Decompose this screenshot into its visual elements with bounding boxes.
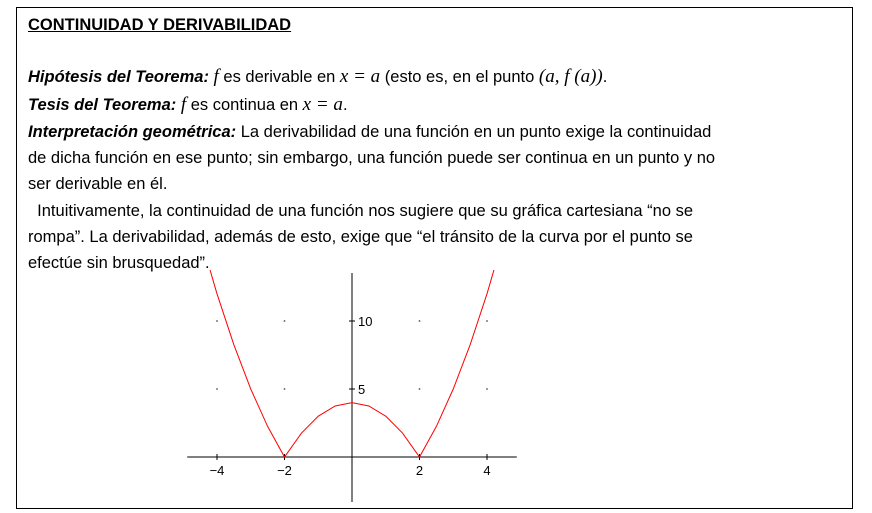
hypothesis-end: . <box>602 68 608 86</box>
hypothesis-text1: es derivable en <box>223 68 336 86</box>
grid-dot <box>284 388 286 390</box>
hypothesis-f: f <box>213 66 219 87</box>
interpretation-line-3: ser derivable en él. <box>28 175 168 193</box>
function-graph <box>180 270 532 505</box>
interpretation-label: Interpretación geométrica: <box>28 123 237 141</box>
interpretation-line-2: de dicha función en ese punto; sin embargo, una función puede ser continua en un punto y no <box>28 149 716 167</box>
paragraph-line-2: rompa”. La derivabilidad, además de esto, exige que “el tránsito de la curva por el punto se <box>28 228 693 246</box>
grid-dot <box>486 388 488 390</box>
hypothesis-line <box>28 66 607 88</box>
x-tick-label: 2 <box>415 463 424 478</box>
thesis-text1: es continua en <box>190 96 299 114</box>
grid-dot <box>216 388 218 390</box>
grid-dot <box>284 320 286 322</box>
y-tick-label: 5 <box>358 382 366 397</box>
thesis-f: f <box>180 94 187 115</box>
grid-dot <box>419 320 421 322</box>
x-tick-label: −2 <box>277 463 292 478</box>
page-title: CONTINUIDAD Y DERIVABILIDAD <box>28 16 292 34</box>
x-tick-label: −4 <box>209 463 225 478</box>
thesis-end: . <box>342 96 348 114</box>
interpretation-text-1: La derivabilidad de una función en un punto exige la continuidad <box>240 123 712 141</box>
grid-dot <box>216 320 218 322</box>
x-tick-label: 4 <box>483 463 491 478</box>
thesis-math1: x = a <box>302 94 343 115</box>
interpretation-line-1 <box>28 121 711 143</box>
thesis-line <box>28 94 348 116</box>
y-tick-label: 10 <box>358 314 373 329</box>
grid-dot <box>486 320 488 322</box>
thesis-label: Tesis del Teorema: <box>28 96 177 114</box>
paragraph-line-3: efectúe sin brusquedad”. <box>28 254 210 272</box>
hypothesis-text2: (esto es, en el punto <box>384 68 535 86</box>
hypothesis-math1: x = a <box>339 66 381 87</box>
hypothesis-math2: (a, f (a)) <box>538 66 603 87</box>
paragraph-line-1: Intuitivamente, la continuidad de una función nos sugiere que su gráfica cartesiana “no se <box>28 202 694 220</box>
grid-dot <box>419 388 421 390</box>
hypothesis-label: Hipótesis del Teorema: <box>28 68 209 86</box>
